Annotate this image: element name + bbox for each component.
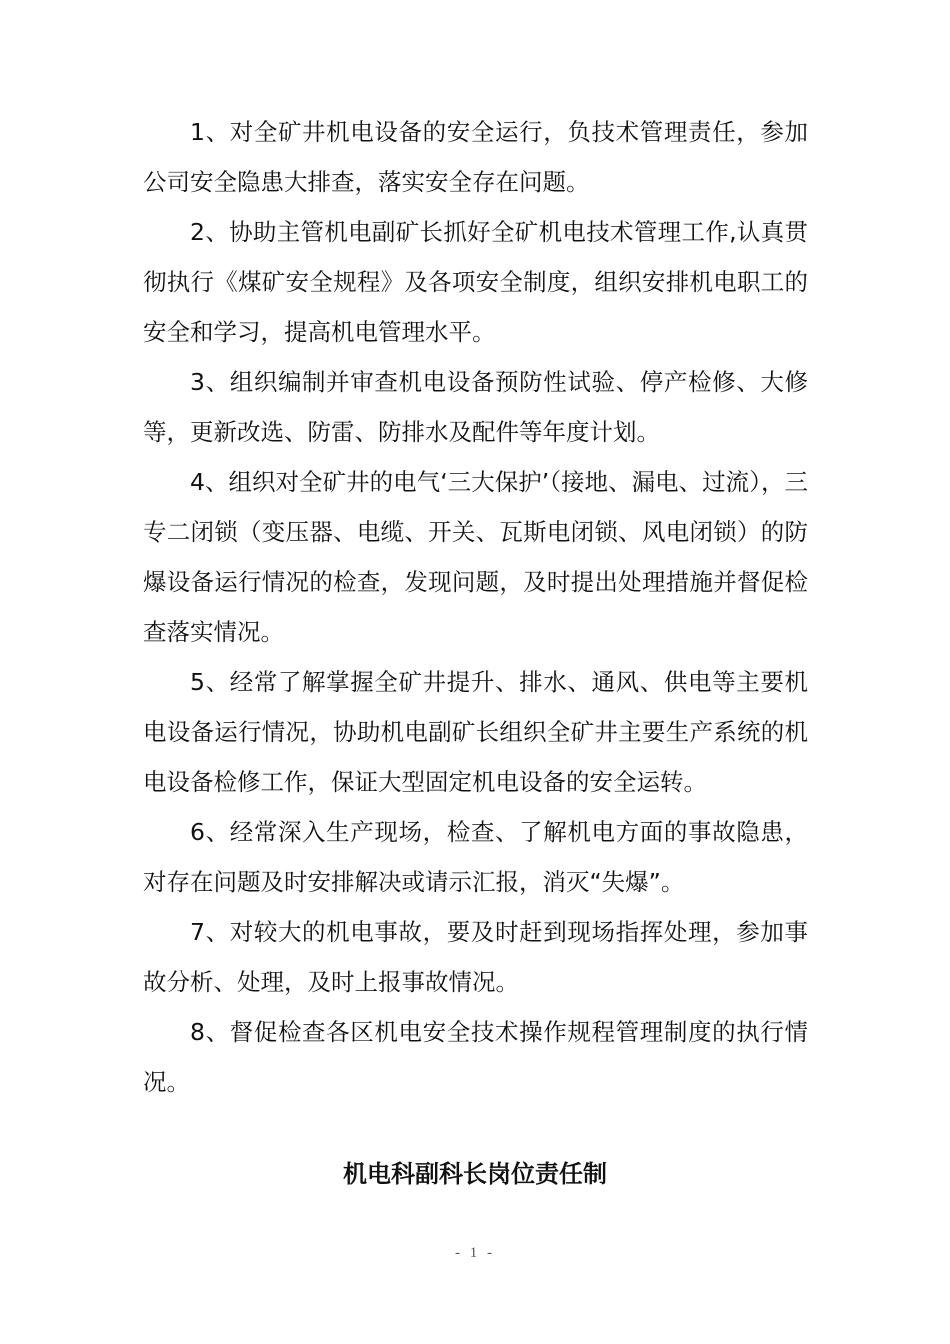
paragraph-1: 1、对全矿井机电设备的安全运行，负技术管理责任，参加公司安全隐患大排查，落实安全存在问题。 (143, 118, 808, 196)
paragraph-5: 5、经常了解掌握全矿井提升、排水、通风、供电等主要机电设备运行情况，协助机电副矿长组织全矿井主要生产系统的机电设备检修工作，保证大型固定机电设备的安全运转。 (143, 668, 808, 796)
paragraph-8: 8、督促检查各区机电安全技术操作规程管理制度的执行情况。 (143, 1018, 808, 1096)
paragraph-4: 4、组织对全矿井的电气‘三大保护’（接地、漏电、过流），三专二闭锁（变压器、电缆、开关、瓦斯电闭锁、风电闭锁）的防爆设备运行情况的检查，发现问题，及时提出处理措施并督促检查落实情况。 (143, 468, 808, 646)
paragraph-7: 7、对较大的机电事故，要及时赶到现场指挥处理，参加事故分析、处理，及时上报事故情况。 (143, 918, 808, 996)
paragraph-2: 2、协助主管机电副矿长抓好全矿机电技术管理工作,认真贯彻执行《煤矿安全规程》及各项安全制度，组织安排机电职工的安全和学习，提高机电管理水平。 (143, 218, 808, 346)
paragraph-3: 3、组织编制并审查机电设备预防性试验、停产检修、大修等，更新改选、防雷、防排水及配件等年度计划。 (143, 368, 808, 446)
page-number: - 1 - (455, 1245, 495, 1261)
paragraph-6: 6、经常深入生产现场，检查、了解机电方面的事故隐患，对存在问题及时安排解决或请示汇报，消灭“失爆”。 (143, 818, 808, 896)
section-title: 机电科副科长岗位责任制 (343, 1160, 607, 1188)
document-body (143, 107, 808, 1107)
